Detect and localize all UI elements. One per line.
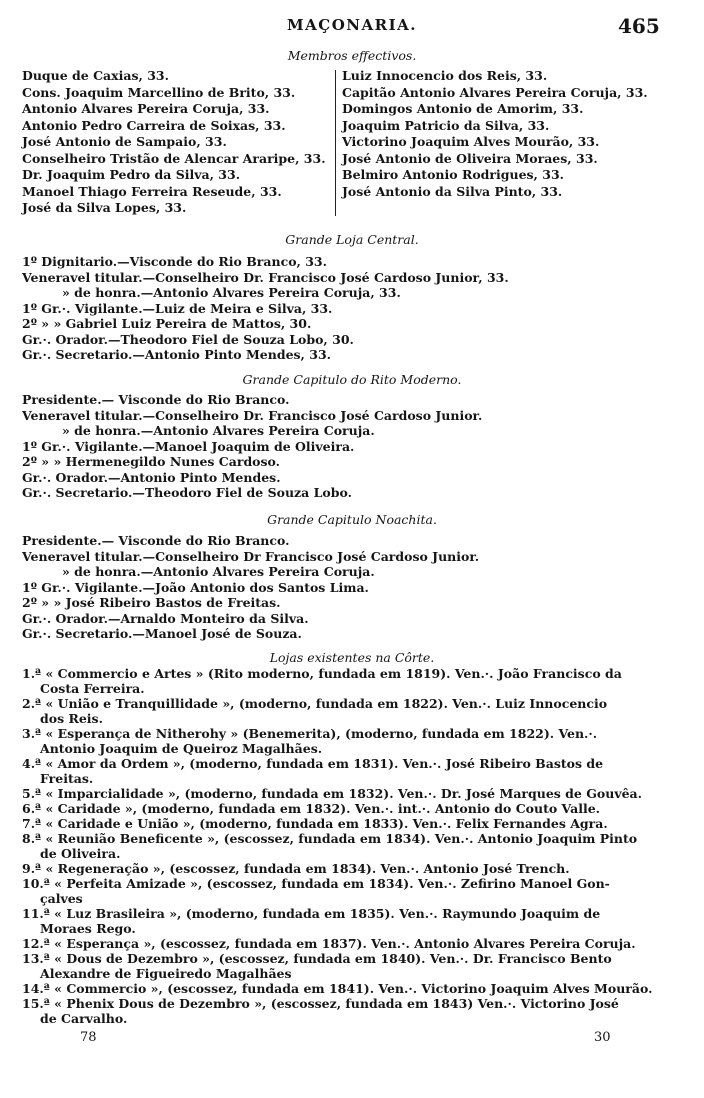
members-right-column	[342, 68, 648, 200]
member-entry: José Antonio da Silva Pinto, 33.	[342, 183, 563, 199]
officer-line: 1º Gr.·. Vigilante.—Luiz de Meira e Silva, 33.	[22, 300, 333, 316]
section-heading-lojas: Lojas existentes na Côrte.	[269, 650, 435, 665]
loja-line: 7.ª « Caridade e União », (moderno, fundada em 1833). Ven.·. Felix Fernandes Agra.	[22, 816, 608, 831]
member-entry: Capitão Antonio Alvares Pereira Coruja, 33.	[342, 84, 648, 100]
member-entry: Victorino Joaquim Alves Mourão, 33.	[342, 134, 600, 149]
loja-line: 10.ª « Perfeita Amizade », (escossez, fundada em 1834). Ven.·. Zefirino Manoel Gon-	[22, 876, 610, 891]
section-heading-grande-loja: Grande Loja Central.	[285, 232, 419, 247]
column-divider	[335, 70, 336, 216]
officer-line: » de honra.—Antonio Alvares Pereira Coruja, 33.	[62, 285, 401, 300]
officer-line: 2º » » Gabriel Luiz Pereira de Mattos, 30.	[22, 316, 312, 331]
member-entry: José Antonio de Sampaio, 33.	[22, 134, 227, 149]
capitulo-noachita-officers	[22, 533, 479, 642]
officer-line: Gr.·. Orador.—Theodoro Fiel de Souza Lobo, 30.	[22, 331, 354, 347]
officer-line: 2º » » Hermenegildo Nunes Cardoso.	[22, 454, 281, 469]
officer-line: » de honra.—Antonio Alvares Pereira Coruja.	[62, 423, 375, 438]
page-number: 465	[618, 14, 660, 38]
members-left-column	[22, 68, 326, 217]
member-entry: Manoel Thiago Ferreira Reseude, 33.	[22, 183, 282, 199]
officer-line: 1º Gr.·. Vigilante.—Manoel Joaquim de Oliveira.	[22, 438, 355, 454]
member-entry: Antonio Pedro Carreira de Soixas, 33.	[22, 117, 286, 133]
member-entry: Antonio Alvares Pereira Coruja, 33.	[22, 101, 270, 116]
signature-mark-right: 30	[594, 1030, 611, 1045]
member-entry: José da Silva Lopes, 33.	[22, 200, 187, 215]
loja-line: 6.ª « Caridade », (moderno, fundada em 1832). Ven.·. int.·. Antonio do Couto Valle.	[22, 801, 601, 816]
grande-loja-officers	[22, 254, 509, 363]
member-entry: Luiz Innocencio dos Reis, 33.	[342, 68, 548, 83]
loja-line: Antonio Joaquim de Queiroz Magalhães.	[40, 741, 323, 756]
officer-line: Presidente.— Visconde do Rio Branco.	[22, 533, 290, 548]
running-header-title: MAÇONARIA.	[287, 16, 417, 34]
loja-line: 8.ª « Reunião Beneficente », (escossez, fundada em 1834). Ven.·. Antonio Joaquim Pinto	[22, 831, 638, 846]
officer-line: 1º Gr.·. Vigilante.—João Antonio dos Santos Lima.	[22, 579, 369, 595]
loja-line: 9.ª « Regeneração », (escossez, fundada em 1834). Ven.·. Antonio José Trench.	[22, 861, 570, 876]
member-entry: José Antonio de Oliveira Moraes, 33.	[342, 150, 598, 166]
member-entry: Conselheiro Tristão de Alencar Araripe, 33.	[22, 150, 326, 166]
loja-line: 2.ª « União e Tranquillidade », (moderno, fundada em 1822). Ven.·. Luiz Innocencio	[22, 696, 608, 711]
officer-line: Gr.·. Secretario.—Theodoro Fiel de Souza Lobo.	[22, 485, 352, 500]
member-entry: Dr. Joaquim Pedro da Silva, 33.	[22, 167, 241, 182]
officer-line: Gr.·. Secretario.—Manoel José de Souza.	[22, 626, 302, 641]
section-heading-rito-moderno: Grande Capitulo do Rito Moderno.	[242, 372, 462, 387]
section-heading-noachita: Grande Capitulo Noachita.	[267, 512, 437, 527]
officer-line: » de honra.—Antonio Alvares Pereira Coruja.	[62, 564, 375, 579]
loja-line: 14.ª « Commercio », (escossez, fundada em 1841). Ven.·. Victorino Joaquim Alves Mourão.	[22, 981, 653, 996]
member-entry: Cons. Joaquim Marcellino de Brito, 33.	[22, 84, 296, 100]
member-entry: Duque de Caxias, 33.	[22, 68, 169, 83]
section-heading-membros: Membros effectivos.	[287, 48, 417, 63]
loja-line: 3.ª « Esperança de Nitherohy » (Benemerita), (moderno, fundada em 1822). Ven.·.	[22, 726, 598, 741]
loja-line: çalves	[40, 891, 83, 906]
loja-line: Costa Ferreira.	[40, 681, 145, 696]
officer-line: Presidente.— Visconde do Rio Branco.	[22, 392, 290, 407]
signature-mark-left: 78	[80, 1030, 97, 1045]
loja-line: 13.ª « Dous de Dezembro », (escossez, fundada em 1840). Ven.·. Dr. Francisco Bento	[22, 951, 612, 966]
member-entry: Joaquim Patricio da Silva, 33.	[342, 117, 550, 133]
officer-line: Gr.·. Secretario.—Antonio Pinto Mendes, 33.	[22, 347, 332, 362]
loja-line: 1.ª « Commercio e Artes » (Rito moderno, fundada em 1819). Ven.·. João Francisco da	[22, 666, 622, 681]
loja-line: 5.ª « Imparcialidade », (moderno, fundada em 1832). Ven.·. Dr. José Marques de Gouvêa.	[22, 786, 642, 801]
capitulo-moderno-officers	[22, 392, 482, 501]
loja-line: Alexandre de Figueiredo Magalhães	[40, 966, 292, 981]
lojas-list	[22, 666, 652, 1026]
members-columns	[22, 68, 684, 218]
loja-line: Freitas.	[40, 771, 94, 786]
officer-line: Gr.·. Orador.—Arnaldo Monteiro da Silva.	[22, 610, 309, 626]
member-entry: Domingos Antonio de Amorim, 33.	[342, 101, 584, 116]
loja-line: 12.ª « Esperança », (escossez, fundada em 1837). Ven.·. Antonio Alvares Pereira Coruja.	[22, 936, 636, 951]
loja-line: 4.ª « Amor da Ordem », (moderno, fundada em 1831). Ven.·. José Ribeiro Bastos de	[22, 756, 604, 771]
loja-line: de Oliveira.	[40, 846, 121, 861]
officer-line: Veneravel titular.—Conselheiro Dr Francisco José Cardoso Junior.	[22, 548, 480, 564]
loja-line: dos Reis.	[40, 711, 103, 726]
member-entry: Belmiro Antonio Rodrigues, 33.	[342, 167, 565, 182]
officer-line: Veneravel titular.—Conselheiro Dr. Francisco José Cardoso Junior, 33.	[22, 269, 509, 285]
officer-line: 2º » » José Ribeiro Bastos de Freitas.	[22, 595, 281, 610]
loja-line: 11.ª « Luz Brasileira », (moderno, fundada em 1835). Ven.·. Raymundo Joaquim de	[22, 906, 601, 921]
officer-line: 1º Dignitario.—Visconde do Rio Branco, 33.	[22, 254, 327, 269]
officer-line: Veneravel titular.—Conselheiro Dr. Francisco José Cardoso Junior.	[22, 407, 483, 423]
loja-line: Moraes Rego.	[40, 921, 136, 936]
loja-line: de Carvalho.	[40, 1011, 128, 1026]
officer-line: Gr.·. Orador.—Antonio Pinto Mendes.	[22, 469, 281, 485]
loja-line: 15.ª « Phenix Dous de Dezembro », (escossez, fundada em 1843) Ven.·. Victorino José	[22, 996, 619, 1011]
